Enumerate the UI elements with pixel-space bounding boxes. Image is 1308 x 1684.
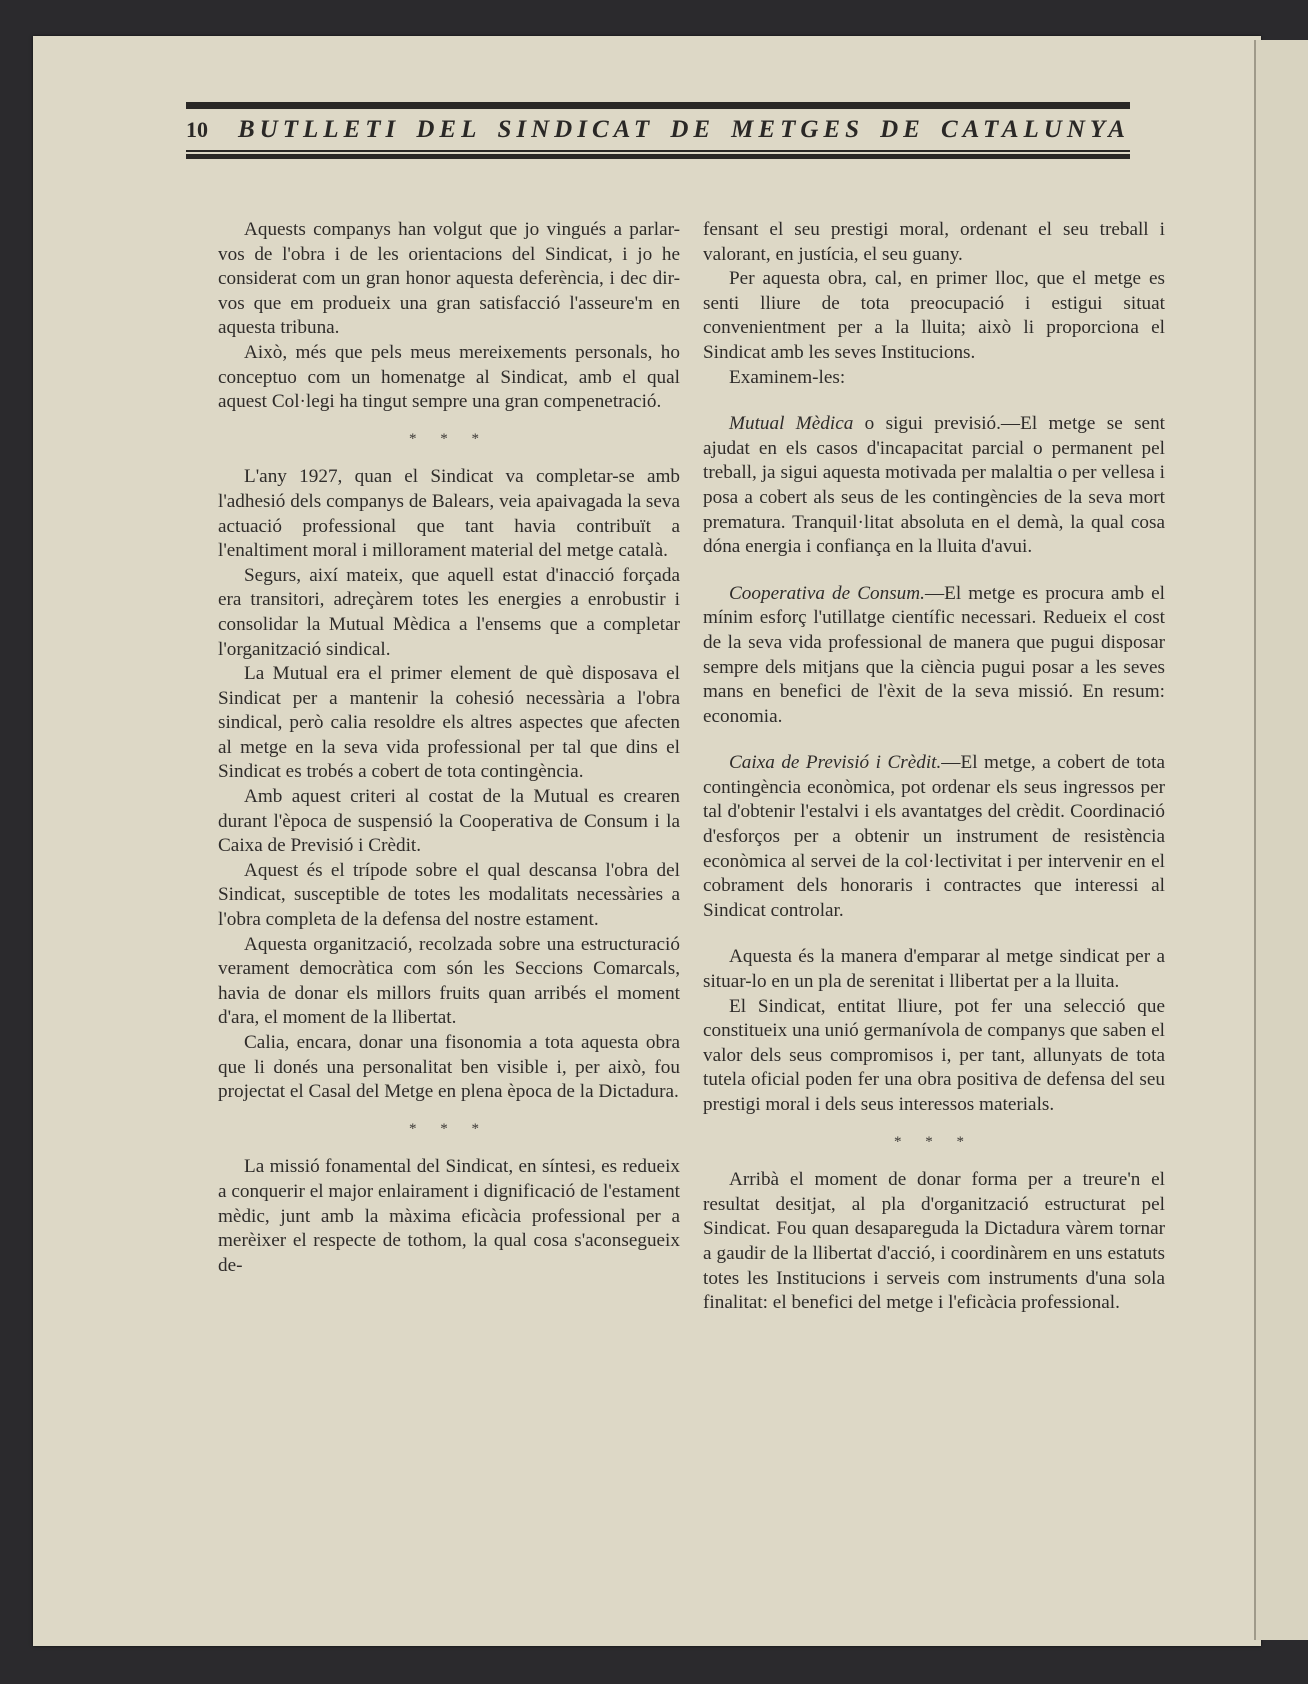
institution-text: —El metge es procura amb el mínim esforç l'utillatge científic necessari. Redueix el cost de la seva vida professional de manera que pugui disposar sempre dels mitjans que la ciència pugui posar a les seves mans en benefici de l'èxit de la seva missió. En resum: economia. (703, 582, 1165, 727)
institution-title: Mutual Mèdica (729, 413, 854, 435)
paragraph: Aquesta és la manera d'emparar al metge sindicat per a situar-lo en un pla de serenitat i llibertat per a la lluita. (703, 946, 1165, 993)
title-word: DE (670, 116, 716, 143)
paragraph: Examinem-les: (729, 366, 846, 388)
paragraph: Aquest és el trípode sobre el qual descansa l'obra del Sindicat, susceptible de totes les modalitats necessàries a l'obra completa de la defensa del nostre estament. (218, 859, 680, 931)
paragraph: El Sindicat, entitat lliure, pot fer una selecció que constitueix una unió germanívola de companys que saben el valor dels seus compromisos i, per tant, allunyats de tota tutela oficial poden fer una obra positiva de defensa del seu prestigi moral i dels seus interessos materials. (703, 995, 1165, 1115)
paragraph: Arribà el moment de donar forma per a treure'n el resultat desitjat, al pla d'organització estructurat pel Sindicat. Fou quan desapareguda la Dictadura vàrem tornar a gaudir de la llibertat d'acció, i coordinàrem en uns estatuts totes les Institucions i serveis com instruments d'una sola finalitat: el benefici del metge i l'eficàcia professional. (703, 1169, 1165, 1314)
paragraph: Per aquesta obra, cal, en primer lloc, que el metge es senti lliure de tota preocupació i estigui situat convenientment per a la lluita; això li proporciona el Sindicat amb les seves Institucions. (703, 268, 1165, 363)
right-column (703, 218, 1165, 1316)
title-word: DEL (416, 116, 482, 143)
journal-title-line (186, 115, 1130, 145)
section-separator: * * * (409, 1120, 489, 1137)
journal-title (238, 115, 1130, 145)
institution-text: o sigui previsió.—El metge se sent ajudat en els casos d'incapacitat parcial o permanent pel treball, ja sigui aquesta motivada per malaltia o per vellesa i posa a cobert als seus de les contingències de la seva mort prematura. Tranquil·litat absoluta en el demà, la qual cosa dóna energia i confiança en la lluita d'avui. (703, 413, 1165, 558)
title-word: CATALUNYA (940, 116, 1130, 143)
paragraph: Aquesta organització, recolzada sobre una estructuració verament democràtica com són les Seccions Comarcals, havia de donar els millors fruits quan arribés el moment d'ara, el moment de la llibertat. (218, 933, 680, 1029)
running-head (186, 100, 1130, 159)
paragraph: Aquests companys han volgut que jo vingués a parlar-vos de l'obra i de les orientacions del Sindicat, i jo he considerat com un gran honor aquesta deferència, i dec dir-vos que em produeix una gran satisfacció l'asseure'm en aquesta tribuna. (218, 219, 680, 339)
section-separator: * * * (409, 430, 489, 447)
paragraph: Amb aquest criteri al costat de la Mutual es crearen durant l'època de suspensió la Cooperativa de Consum i la Caixa de Previsió i Crèdit. (218, 786, 680, 857)
section-separator: * * * (894, 1133, 974, 1150)
institution-cooperativa (703, 582, 1165, 730)
paragraph: L'any 1927, quan el Sindicat va completar-se amb l'adhesió dels companys de Balears, veia apaivagada la seva actuació professional que tant havia contribuït a l'enaltiment moral i millorament material del metge català. (218, 466, 680, 562)
header-rule-top (186, 102, 1130, 109)
title-word: SINDICAT (497, 116, 655, 143)
left-column (218, 218, 680, 1278)
paragraph: Calia, encara, donar una fisonomia a tota aquesta obra que li donés una personalitat ben visible i, per això, fou projectat el Casal del Metge en plena època de la Dictadura. (218, 1032, 680, 1103)
institution-mutual (703, 412, 1165, 560)
adjacent-page-edge (1254, 40, 1308, 1640)
title-word: BUTLLETI (238, 116, 401, 143)
paragraph: Segurs, així mateix, que aquell estat d'inacció forçada era transitori, adreçàrem totes les energies a enrobustir i consolidar la Mutual Mèdica a l'ensems que a completar l'organització sindical. (218, 564, 680, 660)
paragraph: Això, més que pels meus mereixements personals, ho conceptuo com un homenatge al Sindicat, amb el qual aquest Col·legi ha tingut sempre una gran compenetració. (218, 341, 680, 413)
paragraph: La Mutual era el primer element de què disposava el Sindicat per a mantenir la cohesió necessària a l'obra sindical, però calia resoldre els altres aspectes que afecten al metge en la seva vida professional per tal que dins el Sindicat es trobés a cobert de tota contingència. (218, 663, 680, 783)
title-word: METGES (731, 116, 864, 143)
institution-title: Caixa de Previsió i Crèdit. (729, 752, 942, 774)
header-rule-bottom (186, 150, 1130, 159)
title-word: DE (880, 116, 925, 143)
institution-title: Cooperativa de Consum. (729, 582, 925, 604)
paragraph: La missió fonamental del Sindicat, en síntesi, es redueix a conquerir el major enlairament i dignificació de l'estament mèdic, junt amb la màxima eficàcia professional per a merèixer el respecte de tothom, la qual cosa s'aconsegueix de- (218, 1156, 680, 1276)
institution-caixa (703, 751, 1165, 923)
institution-text: —El metge, a cobert de tota contingència econòmica, pot ordenar els seus ingressos per tal d'obtenir l'estalvi i els avantatges del crèdit. Coordinació d'esforços per a obtenir un instrument de resistència econòmica al servei de la col·lectivitat i per intervenir en el cobrament dels honoraris i contractes que interessi al Sindicat controlar. (703, 752, 1165, 921)
paragraph-continuation: fensant el seu prestigi moral, ordenant el seu treball i valorant, en justícia, el seu guany. (703, 219, 1165, 265)
page-number: 10 (186, 117, 208, 142)
